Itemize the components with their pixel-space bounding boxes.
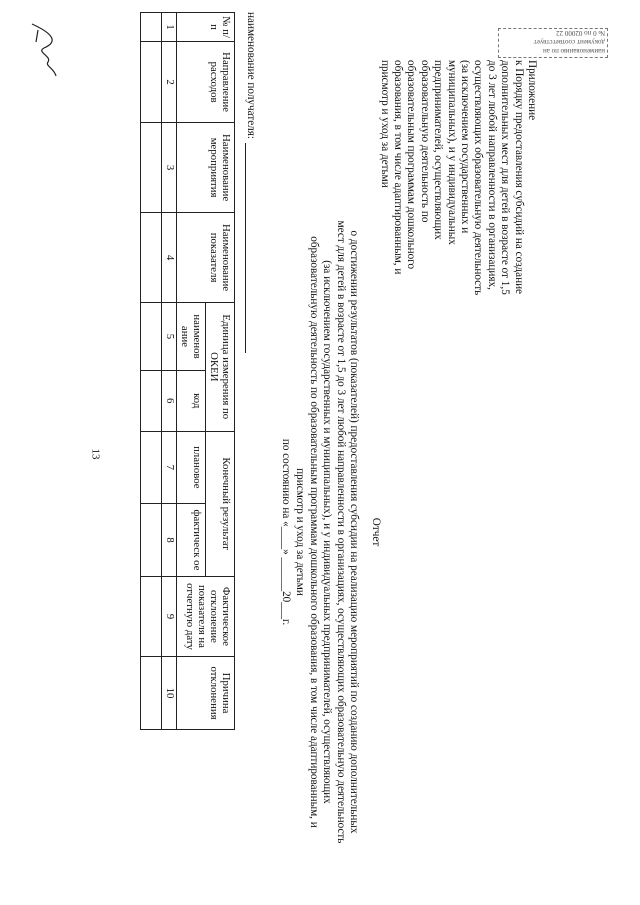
header-unit-name: наименов ание xyxy=(177,303,206,371)
appendix-line: Приложение xyxy=(526,60,538,121)
column-number: 5 xyxy=(162,303,177,371)
column-number: 4 xyxy=(162,213,177,303)
report-body-line: о достижении результатов (показателей) предоставления субсидии на реализацию мероприятий по созданию дополнительных xyxy=(348,230,361,834)
header-actual: фактическ ое xyxy=(177,504,206,577)
appendix-line: муниципальных), и у индивидуальных xyxy=(445,60,458,245)
report-date-line: по состоянию на «____» ______20___г. xyxy=(280,438,293,626)
appendix-line: образовательную деятельность по xyxy=(418,60,431,223)
table-cell xyxy=(141,123,162,213)
header-num: № п/п xyxy=(177,13,235,42)
table-cell xyxy=(141,13,162,42)
table-cell xyxy=(141,657,162,730)
report-title: Отчет xyxy=(370,517,382,547)
appendix-line: к Порядку предоставления субсидий на создание xyxy=(512,60,525,295)
table-cell xyxy=(141,213,162,303)
rotated-landscape-sheet xyxy=(10,12,630,892)
report-body-line: мест для детей в возрасте от 1,5 до 3 лет любой направленности в организациях, осуществляющих образовательную деятельность xyxy=(334,220,347,844)
table-cell xyxy=(141,370,162,431)
appendix-line: образовательным программам дошкольного xyxy=(405,60,418,270)
column-number: 2 xyxy=(162,42,177,123)
stamp-line: № 0 по 02000 22 xyxy=(556,29,605,37)
header-planned: плановое xyxy=(177,431,206,504)
column-number: 1 xyxy=(162,13,177,42)
table-cell xyxy=(141,431,162,504)
appendix-block xyxy=(377,60,538,410)
table-cell xyxy=(141,576,162,656)
header-deviation: Фактическое отклонение показателя на отчетную дату xyxy=(177,576,235,656)
appendix-line: дополнительных мест для детей в возрасте от 1,5 xyxy=(499,60,512,295)
column-number: 6 xyxy=(162,370,177,431)
table-cell xyxy=(141,42,162,123)
report-body-line: (за исключением государственных и муниципальных), и у индивидуальных предпринимателей, осуществляющих xyxy=(321,260,334,804)
header-indicator: Наименование показателя xyxy=(177,213,235,303)
column-number: 8 xyxy=(162,504,177,577)
report-title-block xyxy=(279,202,382,862)
appendix-line: до 3 лет любой направленности в организациях, xyxy=(485,60,498,290)
appendix-line: (за исключением государственных и xyxy=(458,60,471,234)
appendix-line: осуществляющих образовательную деятельность xyxy=(472,60,485,296)
handwritten-signature xyxy=(28,20,62,90)
appendix-line: предпринимателей, осуществляющих xyxy=(432,60,445,240)
column-number: 3 xyxy=(162,123,177,213)
column-number: 7 xyxy=(162,431,177,504)
appendix-line: образования, в том числе адаптированным, и xyxy=(391,60,404,275)
table-row xyxy=(141,13,162,730)
column-number: 9 xyxy=(162,576,177,656)
report-body-line: присмотр и уход за детьми xyxy=(294,468,307,596)
recipient-label: наименование получателя: xyxy=(245,12,257,140)
appendix-line: присмотр и уход за детьми xyxy=(378,60,391,188)
header-unit-code: код xyxy=(177,370,206,431)
report-table xyxy=(140,12,235,730)
table-cell xyxy=(141,303,162,371)
header-reason: Причина отклонения xyxy=(177,657,235,730)
column-number: 10 xyxy=(162,657,177,730)
header-unit-group: Единица измерения по ОКЕИ xyxy=(206,303,235,431)
table-cell xyxy=(141,504,162,577)
header-direction: Направление расходов xyxy=(177,42,235,123)
recipient-blank-line xyxy=(245,143,246,353)
recipient-field xyxy=(245,12,257,353)
page-number: 13 xyxy=(89,448,102,460)
stamp-line: наименованию по ан xyxy=(542,47,605,55)
header-result-group: Конечный результат xyxy=(206,431,235,576)
header-event: Наименование мероприятия xyxy=(177,123,235,213)
report-body-line: образовательную деятельность по образовательным программам дошкольного образования, в том числе адаптированным, и xyxy=(307,236,320,828)
stamp-line: документ соответствует xyxy=(533,38,605,46)
